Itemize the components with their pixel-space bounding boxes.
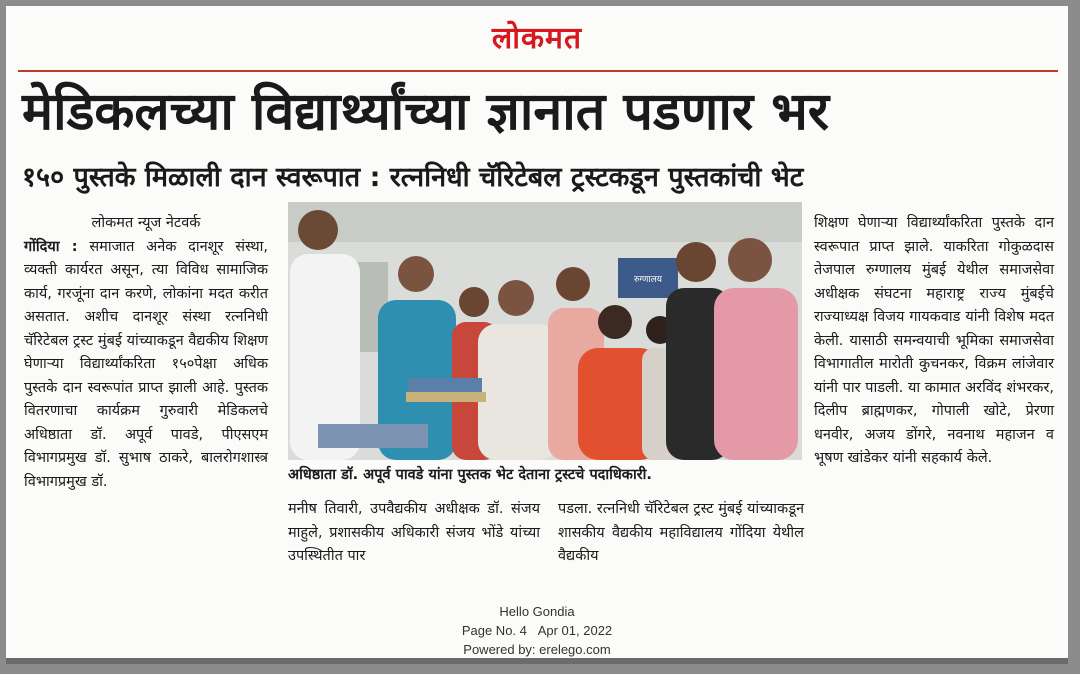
article-column-4: शिक्षण घेणाऱ्या विद्यार्थ्यांकरिता पुस्तके दान स्वरूपात प्राप्त झाले. याकरिता गोकुळदास तेजपाल रुग्णालय मुंबई येथील समाजसेवा अधीक्षक संघटना महाराष्ट्र राज्य मुंबईचे राज्याध्यक्ष विजय गायकवाड यांनी विशेष मदत केली. यासाठी समन्वयाची भूमिका समाजसेवा विभागातील मारोती कुचनकर, विक्रम लांजेवार यांनी पार पाडली. या कामात अरविंद शंभरकर, दिलीप ब्राह्मणकर, गोपाली खोटे, प्रेरणा धनवीर, अजय डोंगरे, नवनाथ महाजन व भूषण खांडेकर यांनी सहकार्य केले. (814, 215, 1054, 466)
footer-page-no: Page No. 4 (461, 623, 527, 638)
book-stack-3 (318, 424, 428, 448)
book-stack-2 (406, 392, 486, 402)
footer-publication: Hello Gondia (499, 604, 575, 619)
article-dateline: गोंदिया : (24, 238, 78, 255)
newspaper-clipping (6, 6, 1068, 658)
article-column-1 (24, 212, 268, 494)
lokmat-logo: लोकमत (491, 21, 583, 56)
photo-caption: अधिष्ठाता डॉ. अपूर्व पावडे यांना पुस्तक भेट देताना ट्रस्टचे पदाधिकारी. (288, 467, 652, 483)
clipping-footer (6, 602, 1068, 659)
article-subheadline: १५० पुस्तके मिळाली दान स्वरूपात : रत्ननिधी चॅरिटेबल ट्रस्टकडून पुस्तकांची भेट (22, 162, 804, 193)
page-shadow (6, 658, 1068, 664)
article-headline: मेडिकलच्या विद्यार्थ्यांच्या ज्ञानात पडणार भर (22, 82, 830, 142)
photo-illustration (288, 202, 802, 460)
masthead-rule (18, 70, 1058, 72)
article-column-1-text: समाजात अनेक दानशूर संस्था, व्यक्ती कार्यरत असून, त्या विविध सामाजिक कार्य, गरजूंना दान करणे, लोकांना मदत करीत असतात. अशीच दानशूर संस्था रत्ननिधी चॅरिटेबल ट्रस्ट मुंबई यांच्याकडून वैद्यकीय शिक्षण घेणाऱ्या विद्यार्थ्यांकरिता १५०पेक्षा अधिक पुस्तके दान स्वरूपांत प्राप्त झाली आहे. पुस्तक वितरणाचा कार्यक्रम गुरुवारी मेडिकलचे अधिष्ठाता डॉ. अपूर्व पावडे, पीएसएम विभागप्रमुख डॉ. सुभाष ठाकरे, बालरोगशास्त्र विभागप्रमुख डॉ. (24, 238, 269, 490)
photo-banner-text: रुग्णालय (633, 275, 663, 285)
article-photo (288, 202, 802, 460)
footer-date: Apr 01, 2022 (537, 623, 613, 638)
footer-page-date (6, 621, 1068, 640)
masthead (6, 16, 1068, 57)
article-byline: लोकमत न्यूज नेटवर्क (91, 215, 201, 231)
book-stack-1 (408, 378, 482, 392)
article-column-2: मनीष तिवारी, उपवैद्यकीय अधीक्षक डॉ. संजय माहुले, प्रशासकीय अधिकारी संजय भोंडे यांच्या उपस्थितीत पार (288, 501, 540, 564)
footer-powered-by: Powered by: erelego.com (463, 642, 611, 657)
article-column-3: पडला. रत्ननिधी चॅरिटेबल ट्रस्ट मुंबई यांच्याकडून शासकीय वैद्यकीय महाविद्यालय गोंदिया येथील वैद्यकीय (558, 501, 804, 564)
